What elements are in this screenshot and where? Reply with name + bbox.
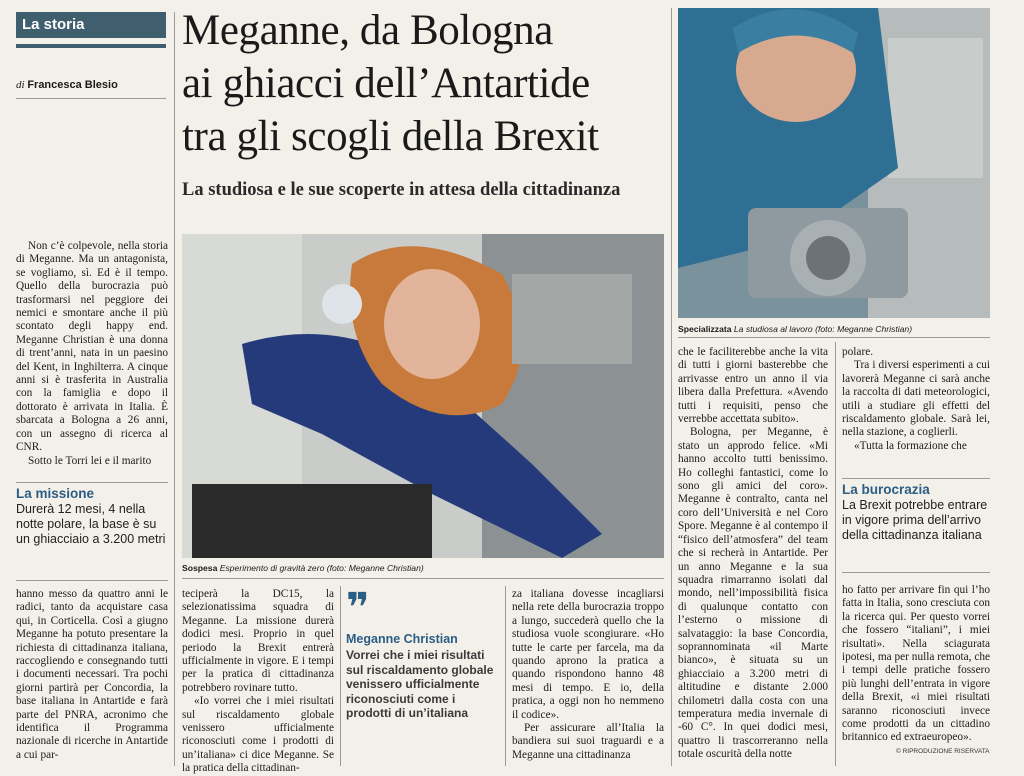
article-column-right-bottom	[842, 584, 990, 745]
box-burocrazia-text: La Brexit potrebbe entrare in vigore prima dell’arrivo della cittadinanza italiana	[842, 498, 988, 542]
article-paragraph: Bologna, per Meganne, è stato un approdo felice. «Mi hanno accolto tutti benissimo. Ho colleghi fantastici, come lo sono gli amici del coro». Meganne è contralto, canta nel coro dell’Università e nel Coro Spore. Meganne è al contempo il “fisico dell’atmosfera” del team che si recherà in Antartide. Per un anno Meganne e la sua squadra rimarranno isolati dal mondo, nell’impossibilità fisica di qualunque contatto con l’esterno o missione di salvataggio: la base Concordia, soprannominata «il Marte bianco», è situata su un ghiacciaio a 3.200 metri di altitudine e distante 2.000 chilometri dalla costa con una temperatura media invernale di -60 C°. In quei dodici mesi, quattro li trascorreranno nella totale oscurità della notte	[678, 426, 828, 761]
headline-line-3: tra gli scogli della Brexit	[182, 113, 599, 160]
photo-main-illustration	[182, 234, 664, 558]
column-divider	[835, 342, 836, 766]
quote-mark-icon: ❞	[346, 585, 370, 631]
box-missione	[16, 486, 168, 547]
photo-top-caption-rule	[678, 337, 990, 338]
article-paragraph: ho fatto per arrivare fin qui l’ho fatta in Italia, sono cresciuta con la ricerca qui. Per questo vorrei che fossero “italiani”, i miei risultati». Nella sciagurata ipotesi, ma per nulla remota, che i tempi delle pratiche fossero più lunghi dell’entrata in vigore della Brexit, «i miei risultati saranno riconosciuti invece come prodotti da un cittadino britannico ed extraeuropeo».	[842, 584, 990, 744]
article-paragraph: che le faciliterebbe anche la vita di tutti i giorni basterebbe che arrivasse entro un anno il via libera dalla Prefettura. «Avendo tutti i requisiti, penso che verrebbe accettata subito».	[678, 346, 828, 426]
byline	[16, 79, 118, 91]
byline-author: Francesca Blesio	[27, 79, 118, 91]
column-divider	[671, 8, 672, 766]
article-paragraph: «Io vorrei che i miei risultati sul riscaldamento globale venissero ufficialmente riconosciuti come i prodotti di un’italiana» ci dice Meganne. Se la pratica della cittadinan-	[182, 695, 334, 775]
article-paragraph: «Tutta la formazione che	[854, 439, 967, 452]
article-column-1	[16, 240, 168, 468]
photo-main-zero-gravity	[182, 234, 664, 558]
byline-prefix: di	[16, 79, 25, 91]
article-column-bottom-4	[512, 588, 664, 762]
quote-text: Vorrei che i miei risultati sul riscaldamento globale venissero ufficialmente riconosciuti come i prodotti di un’italiana	[346, 648, 494, 720]
pull-quote	[346, 585, 498, 721]
copyright-footer: © RIPRODUZIONE RISERVATA	[896, 748, 990, 755]
column-divider	[505, 586, 506, 766]
box-burocrazia-title: La burocrazia	[842, 482, 930, 497]
photo-main-caption-label: Sospesa	[182, 563, 218, 573]
box-missione-text: Durerà 12 mesi, 4 nella notte polare, la base è su un ghiacciaio a 3.200 metri	[16, 502, 166, 546]
photo-main-caption-rule	[182, 578, 664, 579]
quote-author: Meganne Christian	[346, 632, 458, 646]
photo-main-caption	[182, 563, 664, 573]
article-paragraph: hanno messo da quattro anni le radici, tanto da acquistare casa qui, in Corticella. Così a giugno Meganne ha potuto presentare la richiesta di cittadinanza italiana, raccogliendo e consegnando tutti i documenti necessari. Tra pochi giorni partirà per Concordia, la base italiana in Antartide e farà parte del PNRA, acronimo che identifica il Programma nazionale di ricerche in Antartide a cui par-	[16, 588, 168, 761]
subheadline: La studiosa e le sue scoperte in attesa della cittadinanza	[182, 180, 621, 200]
headline-line-2: ai ghiacci dell’Antartide	[182, 60, 590, 107]
photo-top-caption-label: Specializzata	[678, 324, 732, 334]
box-missione-top-rule	[16, 482, 168, 483]
box-burocrazia-top-rule	[842, 478, 990, 479]
article-paragraph: teciperà la DC15, la selezionatissima squadra di Meganne. La missione durerà dodici mesi. Proprio in quel periodo la Brexit entrerà ufficialmente in vigore. E i tempi per la pratica di cittadinanza potrebbero rovinare tutto.	[182, 588, 334, 694]
photo-top-scientist-at-work	[678, 8, 990, 318]
box-burocrazia-bottom-rule	[842, 572, 990, 573]
article-column-mid	[678, 346, 828, 762]
byline-rule	[16, 98, 166, 99]
article-column-bottom-1	[16, 588, 168, 762]
headline-line-1: Meganne, da Bologna	[182, 7, 553, 54]
article-paragraph: polare.	[842, 346, 874, 358]
article-paragraph: Sotto le Torri lei e il marito	[28, 454, 152, 467]
article-column-bottom-2	[182, 588, 334, 776]
box-burocrazia	[842, 482, 990, 543]
column-divider	[174, 12, 175, 766]
column-divider	[340, 586, 341, 766]
article-paragraph: Non c’è colpevole, nella storia di Meganne. Ma un antagonista, se vogliamo, sì. Ed è il tempo. Quello della burocrazia può trasformarsi nel peggiore dei nemici e smontare anche il più scontato degli happy end. Meganne Christian è una donna di trent’anni, nata in un paesino del Kent, in Inghilterra. A cinque anni si è trasferita in Australia con la famiglia e dopo il dottorato è arrivata in Italia. È sbarcata a Bologna a 26 anni, con un assegno di ricerca al CNR.	[16, 240, 168, 454]
article-paragraph: Per assicurare all’Italia la bandiera sui suoi traguardi e a Meganne una cittadinanza	[512, 722, 664, 761]
article-column-right	[842, 346, 990, 453]
section-label-text: La storia	[22, 16, 85, 33]
box-missione-bottom-rule	[16, 580, 168, 581]
photo-top-caption-text: La studiosa al lavoro (foto: Meganne Christian)	[733, 324, 913, 334]
section-rule	[16, 44, 166, 48]
article-paragraph: za italiana dovesse incagliarsi nella rete della burocrazia troppo a lungo, succederà quello che la studiosa vuole scongiurare. «Ho tutte le carte per farcela, ma da quando aprono la pratica a quando rispondono hanno 48 mesi di tempo. E io, della pratica, a oggi non ho nemmeno il codice».	[512, 588, 664, 721]
article-paragraph: Tra i diversi esperimenti a cui lavorerà Meganne ci sarà anche la raccolta di dati meteorologici, utili a studiare gli effetti del riscaldamento globale. Sarà lei, nella stazione, a coglierli.	[842, 359, 990, 439]
photo-top-caption	[678, 324, 990, 334]
box-missione-title: La missione	[16, 486, 95, 501]
photo-top-illustration	[678, 8, 990, 318]
photo-main-caption-text: Esperimento di gravità zero (foto: Meganne Christian)	[219, 563, 424, 573]
headline	[182, 4, 674, 163]
